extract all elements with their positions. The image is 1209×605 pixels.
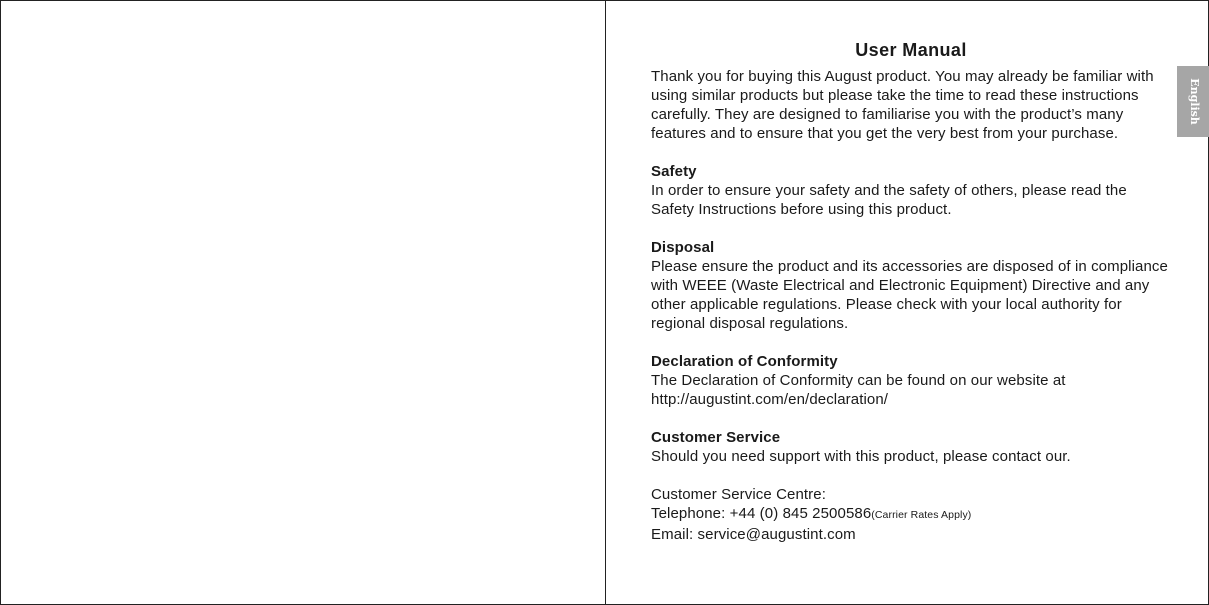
contact-block — [651, 485, 1171, 544]
section-safety — [651, 162, 1171, 219]
section-heading: Disposal — [651, 239, 715, 256]
telephone-line — [651, 504, 1171, 525]
section-heading: Declaration of Conformity — [651, 353, 838, 370]
email-line: Email: service@augustint.com — [651, 526, 856, 543]
telephone-number: Telephone: +44 (0) 845 2500586 — [651, 505, 872, 522]
declaration-url: http://augustint.com/en/declaration/ — [651, 391, 889, 408]
carrier-rates-note: (Carrier Rates Apply) — [871, 509, 972, 521]
section-heading: Safety — [651, 163, 697, 180]
language-tab-label: English — [1187, 78, 1201, 125]
section-declaration — [651, 352, 1171, 409]
language-tab — [1177, 66, 1209, 137]
section-disposal — [651, 238, 1171, 333]
section-heading: Customer Service — [651, 429, 781, 446]
service-centre-label: Customer Service Centre: — [651, 486, 826, 503]
left-page-blank — [1, 1, 606, 604]
section-body: The Declaration of Conformity can be found on our website at — [651, 372, 1066, 389]
section-customer-service — [651, 428, 1171, 466]
page-title: User Manual — [855, 40, 967, 60]
intro-paragraph — [651, 67, 1171, 143]
manual-content — [651, 39, 1171, 563]
section-body: In order to ensure your safety and the safety of others, please read the Safety Instructions before using this product. — [651, 182, 1127, 218]
section-body: Please ensure the product and its accessories are disposed of in compliance with WEEE (Waste Electrical and Electronic Equipment) Directive and any other applicable regulations. Please check with your local authority for regional disposal regulations. — [651, 258, 1168, 332]
intro-text: Thank you for buying this August product. You may already be familiar with using similar products but please take the time to read these instructions carefully. They are designed to familiarise you with the product’s many features and to ensure that you get the very best from your purchase. — [651, 68, 1154, 142]
section-body: Should you need support with this product, please contact our. — [651, 448, 1071, 465]
right-page — [606, 1, 1208, 604]
